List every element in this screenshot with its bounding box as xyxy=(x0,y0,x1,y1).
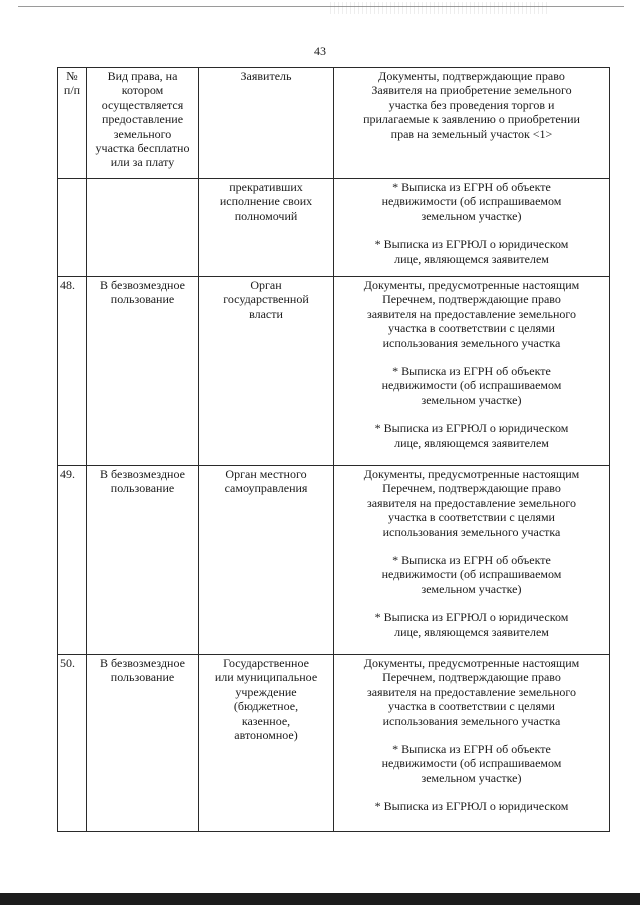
cell-number: 50. xyxy=(58,655,87,832)
doc-paragraph: * Выписка из ЕГРЮЛ о юридическом лице, являющемся заявителем xyxy=(374,610,569,639)
cell-right-type: В безвозмездное пользование xyxy=(87,466,199,655)
scan-noise xyxy=(330,2,550,14)
cell-documents xyxy=(334,179,610,277)
cell-right-type: В безвозмездное пользование xyxy=(87,655,199,832)
doc-paragraph: * Выписка из ЕГРН об объекте недвижимости (об испрашиваемом земельном участке) xyxy=(381,364,562,407)
doc-paragraph: * Выписка из ЕГРН об объекте недвижимости (об испрашиваемом земельном участке) xyxy=(381,553,562,596)
doc-paragraph: * Выписка из ЕГРН об объекте недвижимости (об испрашиваемом земельном участке) xyxy=(381,180,562,223)
doc-paragraph: * Выписка из ЕГРЮЛ о юридическом лице, являющемся заявителем xyxy=(374,421,569,450)
documents-table xyxy=(57,67,610,832)
doc-paragraph: * Выписка из ЕГРЮЛ о юридическом xyxy=(374,799,569,814)
doc-paragraph: Документы, предусмотренные настоящим Перечнем, подтверждающие право заявителя на предоставление земельного участка в соответствии с целями использования земельного участка xyxy=(363,278,580,350)
scan-edge-band xyxy=(0,893,640,905)
cell-documents xyxy=(334,277,610,466)
page-number: 43 xyxy=(314,44,326,58)
cell-applicant: прекративших исполнение своих полномочий xyxy=(199,179,334,277)
table-row-continuation xyxy=(58,179,610,277)
cell-number: 49. xyxy=(58,466,87,655)
doc-paragraph: * Выписка из ЕГРН об объекте недвижимости (об испрашиваемом земельном участке) xyxy=(381,742,562,785)
cell-applicant: Государственное или муниципальное учреждение (бюджетное, казенное, автономное) xyxy=(199,655,334,832)
table-row xyxy=(58,466,610,655)
cell-number: 48. xyxy=(58,277,87,466)
doc-paragraph: Документы, предусмотренные настоящим Перечнем, подтверждающие право заявителя на предоставление земельного участка в соответствии с целями использования земельного участка xyxy=(363,467,580,539)
cell-right-type: В безвозмездное пользование xyxy=(87,277,199,466)
header-right-type: Вид права, на котором осуществляется предоставление земельного участка бесплатно или за плату xyxy=(87,68,199,179)
table-row xyxy=(58,277,610,466)
table-row xyxy=(58,655,610,832)
table-header-row xyxy=(58,68,610,179)
doc-paragraph: Документы, предусмотренные настоящим Перечнем, подтверждающие право заявителя на предоставление земельного участка в соответствии с целями использования земельного участка xyxy=(363,656,580,728)
cell-applicant: Орган государственной власти xyxy=(199,277,334,466)
header-documents: Документы, подтверждающие право Заявителя на приобретение земельного участка без проведения торгов и прилагаемые к заявлению о приобретении прав на земельный участок <1> xyxy=(334,68,610,179)
cell-documents xyxy=(334,466,610,655)
cell-documents xyxy=(334,655,610,832)
header-number: № п/п xyxy=(58,68,87,179)
cell-right-type xyxy=(87,179,199,277)
doc-paragraph: * Выписка из ЕГРЮЛ о юридическом лице, являющемся заявителем xyxy=(374,237,569,266)
cell-number xyxy=(58,179,87,277)
cell-applicant: Орган местного самоуправления xyxy=(199,466,334,655)
header-applicant: Заявитель xyxy=(199,68,334,179)
